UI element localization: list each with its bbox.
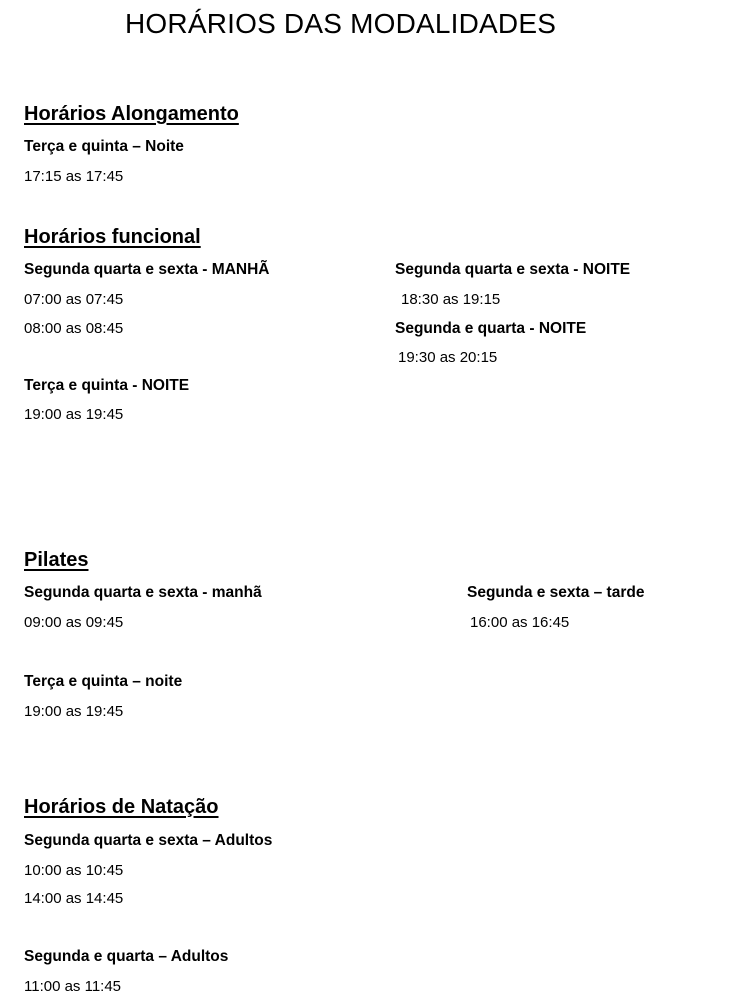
section-heading-natacao: Horários de Natação: [24, 796, 219, 818]
schedule-time: 07:00 as 07:45: [24, 291, 124, 308]
schedule-time: 14:00 as 14:45: [24, 890, 124, 907]
section-heading-funcional: Horários funcional: [24, 226, 201, 248]
schedule-time: 10:00 as 10:45: [24, 862, 124, 879]
schedule-label: Segunda e quarta – Adultos: [24, 948, 229, 965]
schedule-time: 08:00 as 08:45: [24, 320, 124, 337]
schedule-label: Terça e quinta – Noite: [24, 138, 184, 155]
section-heading-alongamento: Horários Alongamento: [24, 103, 239, 125]
schedule-time: 17:15 as 17:45: [24, 168, 124, 185]
schedule-label: Segunda quarta e sexta – Adultos: [24, 832, 273, 849]
schedule-label: Terça e quinta – noite: [24, 673, 183, 690]
schedule-time: 19:00 as 19:45: [24, 406, 124, 423]
schedule-label: Terça e quinta - NOITE: [24, 377, 190, 394]
schedule-label: Segunda quarta e sexta - NOITE: [395, 261, 631, 278]
schedule-time: 09:00 as 09:45: [24, 614, 124, 631]
schedule-label: Segunda quarta e sexta - MANHÃ: [24, 261, 270, 278]
schedule-time: 16:00 as 16:45: [470, 614, 570, 631]
schedule-label: Segunda e quarta - NOITE: [395, 320, 587, 337]
schedule-time: 19:30 as 20:15: [398, 349, 498, 366]
schedule-label: Segunda e sexta – tarde: [467, 584, 645, 601]
schedule-label: Segunda quarta e sexta - manhã: [24, 584, 262, 601]
schedule-time: 11:00 as 11:45: [24, 978, 122, 995]
schedule-time: 19:00 as 19:45: [24, 703, 124, 720]
page-title: HORÁRIOS DAS MODALIDADES: [125, 8, 557, 39]
section-heading-pilates: Pilates: [24, 549, 89, 571]
schedule-time: 18:30 as 19:15: [401, 291, 501, 308]
